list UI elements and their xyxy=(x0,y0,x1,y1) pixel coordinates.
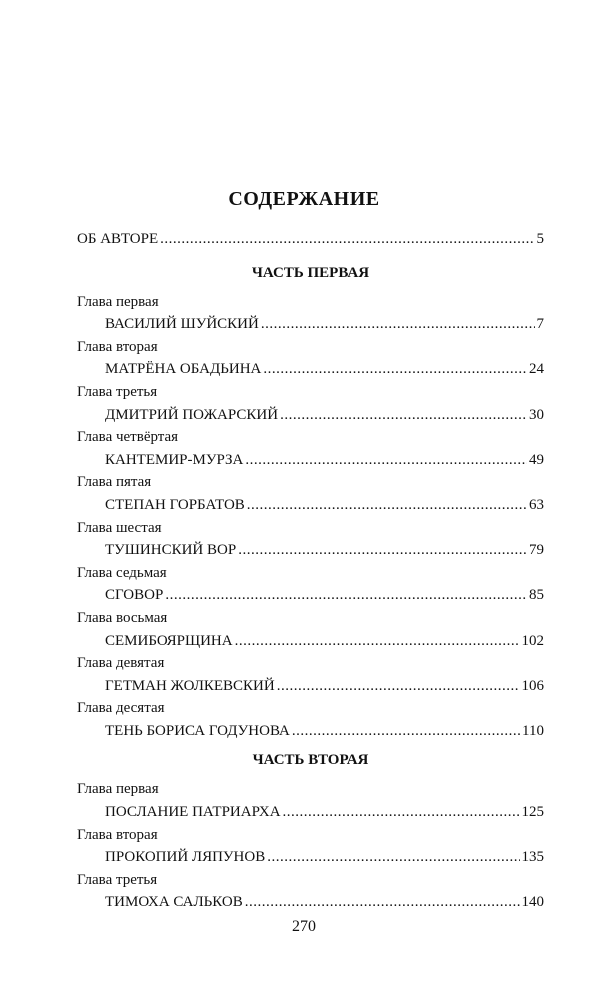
toc-entry xyxy=(77,494,544,517)
toc-entry-page: 63 xyxy=(529,496,544,513)
dot-leader xyxy=(165,584,527,607)
toc-entry xyxy=(77,539,544,562)
toc-entry xyxy=(77,584,544,607)
toc-entry xyxy=(77,846,544,869)
toc-entry-page: 30 xyxy=(529,406,544,423)
toc-entry-page: 125 xyxy=(521,804,544,821)
toc-entry-title: ОБ АВТОРЕ xyxy=(77,231,159,247)
toc-entry-title: СГОВОР xyxy=(105,587,164,604)
toc-entry-page: 7 xyxy=(536,316,544,333)
dot-leader xyxy=(160,228,534,251)
chapter-label: Глава десятая xyxy=(77,700,165,717)
dot-leader xyxy=(245,449,527,472)
toc-entry-page: 49 xyxy=(529,451,544,468)
toc-entry-page: 85 xyxy=(529,587,544,604)
chapter-label: Глава первая xyxy=(77,781,159,798)
toc-entry-page: 106 xyxy=(521,677,544,694)
dot-leader xyxy=(247,494,527,517)
chapter-label: Глава первая xyxy=(77,293,159,310)
part-heading: ЧАСТЬ ВТОРАЯ xyxy=(252,752,369,769)
toc-entry-page: 135 xyxy=(521,849,544,866)
toc-entry-title: СТЕПАН ГОРБАТОВ xyxy=(105,496,245,513)
chapter-label: Глава шестая xyxy=(77,519,162,536)
dot-leader xyxy=(245,891,520,914)
toc-entry-page: 102 xyxy=(521,632,544,649)
toc-entry-page: 79 xyxy=(529,542,544,559)
dot-leader xyxy=(235,630,520,653)
chapter-label: Глава третья xyxy=(77,871,158,888)
toc-entry-title: КАНТЕМИР-МУРЗА xyxy=(105,451,244,468)
toc-entry xyxy=(77,720,544,743)
toc-entry-page: 140 xyxy=(521,894,544,911)
toc-entry xyxy=(77,801,544,824)
toc-entry-page: 24 xyxy=(529,361,544,378)
toc-entry-about xyxy=(77,228,544,251)
table-of-contents xyxy=(77,228,544,914)
toc-entry-title: ДМИТРИЙ ПОЖАРСКИЙ xyxy=(105,406,279,423)
part-heading: ЧАСТЬ ПЕРВАЯ xyxy=(251,264,370,281)
toc-entry xyxy=(77,313,544,336)
dot-leader xyxy=(261,313,535,336)
toc-entry-title: ПОСЛАНИЕ ПАТРИАРХА xyxy=(105,804,281,821)
dot-leader xyxy=(263,358,527,381)
toc-entry-page: 5 xyxy=(536,231,544,247)
toc-entry-title: ТЕНЬ БОРИСА ГОДУНОВА xyxy=(105,722,290,739)
toc-entry-title: МАТРЁНА ОБАДЬИНА xyxy=(105,361,262,378)
toc-entry-title: ПРОКОПИЙ ЛЯПУНОВ xyxy=(105,849,266,866)
toc-entry-title: ТУШИНСКИЙ ВОР xyxy=(105,542,237,559)
dot-leader xyxy=(277,675,520,698)
toc-entry xyxy=(77,675,544,698)
chapter-label: Глава девятая xyxy=(77,655,165,672)
page-title: СОДЕРЖАНИЕ xyxy=(228,188,380,210)
toc-entry xyxy=(77,358,544,381)
chapter-label: Глава пятая xyxy=(77,474,152,491)
dot-leader xyxy=(280,404,527,427)
dot-leader xyxy=(267,846,519,869)
chapter-label: Глава восьмая xyxy=(77,609,168,626)
toc-entry-title: СЕМИБОЯРЩИНА xyxy=(105,632,233,649)
page-number: 270 xyxy=(292,918,316,935)
toc-entry-title: ГЕТМАН ЖОЛКЕВСКИЙ xyxy=(105,677,275,694)
toc-entry-title: ВАСИЛИЙ ШУЙСКИЙ xyxy=(105,316,259,333)
chapter-label: Глава вторая xyxy=(77,826,158,843)
toc-entry xyxy=(77,891,544,914)
toc-entry-title: ТИМОХА САЛЬКОВ xyxy=(105,894,243,911)
chapter-label: Глава третья xyxy=(77,383,158,400)
toc-entry xyxy=(77,449,544,472)
toc-entry xyxy=(77,630,544,653)
toc-entry-page: 110 xyxy=(522,722,544,739)
chapter-label: Глава седьмая xyxy=(77,564,167,581)
dot-leader xyxy=(238,539,527,562)
toc-entry xyxy=(77,404,544,427)
chapter-label: Глава четвёртая xyxy=(77,429,179,446)
dot-leader xyxy=(292,720,520,743)
chapter-label: Глава вторая xyxy=(77,338,158,355)
dot-leader xyxy=(283,801,520,824)
